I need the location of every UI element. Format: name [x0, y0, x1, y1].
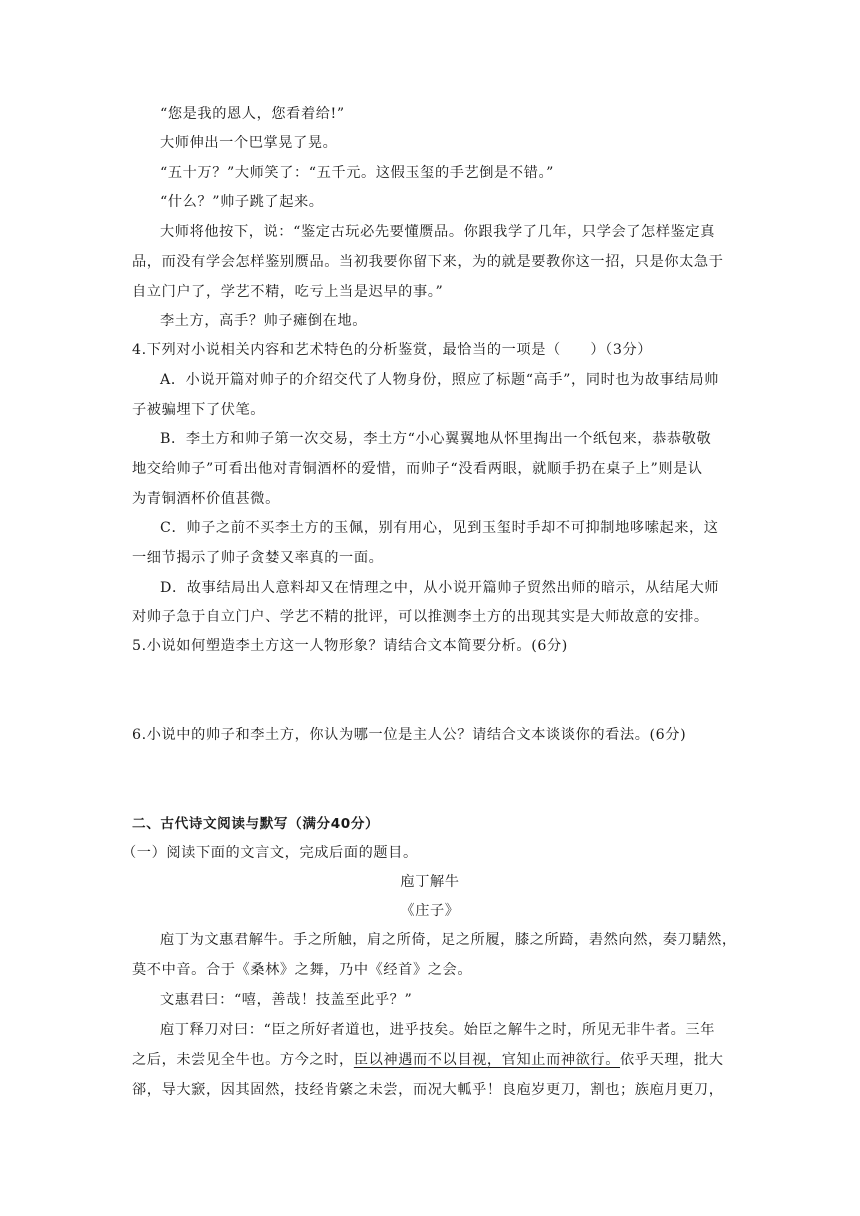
- section-heading: 二、古代诗文阅读与默写（满分40分）: [132, 816, 380, 832]
- passage-title: 庖丁解牛: [400, 874, 460, 890]
- question-6: 6.小说中的帅子和李土方，你认为哪一位是主人公？请结合文本谈谈你的看法。(6分): [132, 727, 687, 743]
- underlined-sentence: 臣以神遇而不以目视，官知止而神欲行。: [353, 1052, 621, 1068]
- passage-paragraph-line: 郤，导大窾，因其固然，技经肯綮之未尝，而况大軱乎！良庖岁更刀，割也；族庖月更刀，: [132, 1082, 724, 1098]
- question-4-option-b: B．李土方和帅子第一次交易，李土方“小心翼翼地从怀里掏出一个纸包来，恭恭敬敬: [160, 431, 712, 447]
- question-4-option-b-line: 为青铜酒杯价值甚微。: [132, 491, 280, 507]
- question-4-option-b-line: 地交给帅子”可看出他对青铜酒杯的爱惜，而帅子“没看两眼，就顺手扔在桌子上”则是认: [132, 461, 703, 477]
- passage-paragraph: 文惠君曰：“嘻，善哉！技盖至此乎？”: [160, 992, 413, 1008]
- story-paragraph: “五十万？”大师笑了：“五千元。这假玉玺的手艺倒是不错。”: [160, 165, 555, 181]
- story-paragraph: 大师将他按下，说：“鉴定古玩必先要懂赝品。你跟我学了几年，只学会了怎样鉴定真: [160, 224, 715, 240]
- question-4-option-a: A．小说开篇对帅子的介绍交代了人物身份，照应了标题“高手”，同时也为故事结局帅: [160, 372, 719, 388]
- question-4-option-c: C．帅子之前不买李土方的玉佩，别有用心，见到玉玺时手却不可抑制地哆嗦起来，这: [160, 520, 719, 536]
- story-paragraph: “您是我的恩人，您看着给!”: [160, 106, 345, 122]
- story-paragraph-line: 品，而没有学会怎样鉴别赝品。当初我要你留下来，为的就是要教你这一招，只是你太急于: [132, 254, 724, 270]
- section-subheading: （一）阅读下面的文言文，完成后面的题目。: [122, 845, 418, 861]
- question-4-option-a-line: 子被骗埋下了伏笔。: [132, 402, 266, 418]
- question-4-option-d-line: 对帅子急于自立门户、学艺不精的批评，可以推测李土方的出现其实是大师故意的安排。: [132, 609, 709, 625]
- story-paragraph: 大师伸出一个巴掌晃了晃。: [160, 135, 338, 151]
- question-4-stem: 4.下列对小说相关内容和艺术特色的分析鉴赏，最恰当的一项是（ ）（3分）: [132, 342, 653, 358]
- question-4-option-d: D．故事结局出人意料却又在情理之中，从小说开篇帅子贸然出师的暗示，从结尾大师: [160, 580, 720, 596]
- story-paragraph: 李土方，高手？帅子瘫倒在地。: [160, 313, 368, 329]
- passage-text: 依乎天理，批大: [620, 1052, 724, 1068]
- passage-paragraph: 庖丁为文惠君解牛。手之所触，肩之所倚，足之所履，膝之所踦，砉然向然，奏刀騞然，: [160, 932, 737, 948]
- question-4-option-c-line: 一细节揭示了帅子贪婪又率真的一面。: [132, 550, 384, 566]
- passage-author: 《庄子》: [400, 903, 460, 919]
- passage-paragraph: 庖丁释刀对曰：“臣之所好者道也，进乎技矣。始臣之解牛之时，所见无非牛者。三年: [160, 1022, 715, 1038]
- story-paragraph: “什么？”帅子跳了起来。: [160, 194, 324, 210]
- passage-paragraph-line: [132, 1050, 732, 1070]
- question-5: 5.小说如何塑造李土方这一人物形象？请结合文本简要分析。(6分): [132, 638, 568, 654]
- passage-text: 之后，未尝见全牛也。方今之时，: [132, 1052, 354, 1068]
- passage-paragraph-line: 莫不中音。合于《桑林》之舞，乃中《经首》之会。: [132, 962, 473, 978]
- story-paragraph-line: 自立门户了，学艺不精，吃亏上当是迟早的事。”: [132, 284, 444, 300]
